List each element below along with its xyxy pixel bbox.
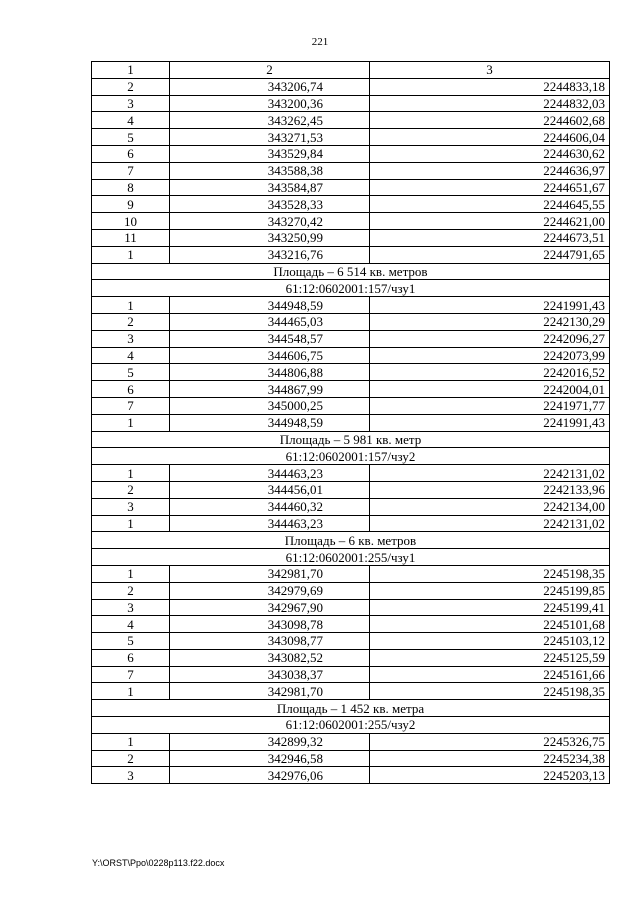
x-coordinate-cell: 343584,87	[170, 179, 370, 196]
y-coordinate-cell: 2242133,96	[370, 481, 610, 498]
y-coordinate-cell: 2245125,59	[370, 649, 610, 666]
section-row	[92, 431, 610, 448]
point-number-cell: 7	[92, 162, 170, 179]
point-number-cell: 4	[92, 112, 170, 129]
y-coordinate-cell: 2244602,68	[370, 112, 610, 129]
x-coordinate-cell: 343250,99	[170, 229, 370, 246]
y-coordinate-cell: 2242131,02	[370, 465, 610, 482]
y-coordinate-cell: 2244621,00	[370, 213, 610, 230]
x-coordinate-cell: 343200,36	[170, 95, 370, 112]
y-coordinate-cell: 2245161,66	[370, 666, 610, 683]
x-coordinate-cell: 345000,25	[170, 397, 370, 414]
y-coordinate-cell: 2242130,29	[370, 313, 610, 330]
table-row	[92, 196, 610, 213]
point-number-cell: 2	[92, 78, 170, 95]
y-coordinate-cell: 2242131,02	[370, 515, 610, 532]
point-number-cell: 1	[92, 565, 170, 582]
point-number-cell: 1	[92, 515, 170, 532]
x-coordinate-cell: 344463,23	[170, 465, 370, 482]
table-row	[92, 162, 610, 179]
y-coordinate-cell: 2242004,01	[370, 381, 610, 398]
x-coordinate-cell: 342899,32	[170, 733, 370, 750]
table-row	[92, 649, 610, 666]
point-number-cell: 1	[92, 297, 170, 314]
table-row	[92, 381, 610, 398]
section-row	[92, 717, 610, 734]
point-number-cell: 1	[92, 683, 170, 700]
point-number-cell: 6	[92, 649, 170, 666]
section-label: Площадь – 6 кв. метров	[92, 532, 610, 549]
x-coordinate-cell: 343588,38	[170, 162, 370, 179]
table-row	[92, 465, 610, 482]
x-coordinate-cell: 343038,37	[170, 666, 370, 683]
section-row	[92, 700, 610, 717]
y-coordinate-cell: 2245199,41	[370, 599, 610, 616]
coordinates-table	[91, 61, 610, 784]
y-coordinate-cell: 2245326,75	[370, 733, 610, 750]
section-label: Площадь – 6 514 кв. метров	[92, 263, 610, 280]
section-label: 61:12:0602001:255/чзу2	[92, 717, 610, 734]
point-number-cell: 4	[92, 616, 170, 633]
section-row	[92, 549, 610, 566]
x-coordinate-cell: 344465,03	[170, 313, 370, 330]
table-row	[92, 582, 610, 599]
table-row	[92, 213, 610, 230]
y-coordinate-cell: 2244606,04	[370, 129, 610, 146]
y-coordinate-cell: 2244636,97	[370, 162, 610, 179]
table-row	[92, 179, 610, 196]
point-number-cell: 1	[92, 246, 170, 263]
point-number-cell: 3	[92, 95, 170, 112]
point-number-cell: 3	[92, 767, 170, 784]
point-number-cell: 3	[92, 498, 170, 515]
point-number-cell: 2	[92, 313, 170, 330]
table-row	[92, 246, 610, 263]
y-coordinate-cell: 2244833,18	[370, 78, 610, 95]
table-row	[92, 733, 610, 750]
x-coordinate-cell: 343262,45	[170, 112, 370, 129]
x-coordinate-cell: 343528,33	[170, 196, 370, 213]
y-coordinate-cell: 2242134,00	[370, 498, 610, 515]
footer-file-path: Y:\ORST\Ppo\0228p113.f22.docx	[92, 858, 225, 868]
section-row	[92, 448, 610, 465]
point-number-cell: 2	[92, 582, 170, 599]
table-row	[92, 599, 610, 616]
table-row	[92, 616, 610, 633]
table-row	[92, 347, 610, 364]
table-row	[92, 683, 610, 700]
table-row	[92, 297, 610, 314]
point-number-cell: 6	[92, 381, 170, 398]
x-coordinate-cell: 344948,59	[170, 297, 370, 314]
x-coordinate-cell: 344460,32	[170, 498, 370, 515]
section-label: Площадь – 5 981 кв. метр	[92, 431, 610, 448]
x-coordinate-cell: 342981,70	[170, 683, 370, 700]
point-number-cell: 11	[92, 229, 170, 246]
x-coordinate-cell: 342979,69	[170, 582, 370, 599]
point-number-cell: 7	[92, 666, 170, 683]
y-coordinate-cell: 2245203,13	[370, 767, 610, 784]
point-number-cell: 3	[92, 599, 170, 616]
x-coordinate-cell: 344463,23	[170, 515, 370, 532]
point-number-cell: 1	[92, 733, 170, 750]
y-coordinate-cell: 2244832,03	[370, 95, 610, 112]
y-coordinate-cell: 2242016,52	[370, 364, 610, 381]
table-row	[92, 750, 610, 767]
x-coordinate-cell: 343270,42	[170, 213, 370, 230]
table-row	[92, 145, 610, 162]
x-coordinate-cell: 343206,74	[170, 78, 370, 95]
table-row	[92, 129, 610, 146]
x-coordinate-cell: 343098,77	[170, 633, 370, 650]
y-coordinate-cell: 2244791,65	[370, 246, 610, 263]
table-header-row	[92, 62, 610, 79]
y-coordinate-cell: 2245101,68	[370, 616, 610, 633]
y-coordinate-cell: 2245199,85	[370, 582, 610, 599]
y-coordinate-cell: 2242073,99	[370, 347, 610, 364]
table-row	[92, 666, 610, 683]
point-number-cell: 3	[92, 330, 170, 347]
table-row	[92, 633, 610, 650]
point-number-cell: 5	[92, 364, 170, 381]
point-number-cell: 2	[92, 481, 170, 498]
x-coordinate-cell: 343082,52	[170, 649, 370, 666]
point-number-cell: 1	[92, 465, 170, 482]
y-coordinate-cell: 2245234,38	[370, 750, 610, 767]
table-row	[92, 515, 610, 532]
x-coordinate-cell: 342946,58	[170, 750, 370, 767]
y-coordinate-cell: 2245198,35	[370, 683, 610, 700]
point-number-cell: 8	[92, 179, 170, 196]
table-row	[92, 330, 610, 347]
y-coordinate-cell: 2245198,35	[370, 565, 610, 582]
table-row	[92, 313, 610, 330]
section-row	[92, 263, 610, 280]
point-number-cell: 9	[92, 196, 170, 213]
x-coordinate-cell: 344948,59	[170, 414, 370, 431]
point-number-cell: 4	[92, 347, 170, 364]
y-coordinate-cell: 2241991,43	[370, 414, 610, 431]
x-coordinate-cell: 343098,78	[170, 616, 370, 633]
header-cell-3: 3	[370, 62, 610, 79]
table-row	[92, 112, 610, 129]
table-row	[92, 229, 610, 246]
point-number-cell: 6	[92, 145, 170, 162]
x-coordinate-cell: 344806,88	[170, 364, 370, 381]
point-number-cell: 10	[92, 213, 170, 230]
table-row	[92, 565, 610, 582]
section-label: Площадь – 1 452 кв. метра	[92, 700, 610, 717]
y-coordinate-cell: 2244651,67	[370, 179, 610, 196]
y-coordinate-cell: 2241991,43	[370, 297, 610, 314]
x-coordinate-cell: 342976,06	[170, 767, 370, 784]
y-coordinate-cell: 2242096,27	[370, 330, 610, 347]
section-row	[92, 280, 610, 297]
header-cell-2: 2	[170, 62, 370, 79]
x-coordinate-cell: 344867,99	[170, 381, 370, 398]
x-coordinate-cell: 343216,76	[170, 246, 370, 263]
x-coordinate-cell: 344548,57	[170, 330, 370, 347]
y-coordinate-cell: 2244630,62	[370, 145, 610, 162]
section-label: 61:12:0602001:157/чзу1	[92, 280, 610, 297]
x-coordinate-cell: 342981,70	[170, 565, 370, 582]
point-number-cell: 2	[92, 750, 170, 767]
point-number-cell: 5	[92, 633, 170, 650]
point-number-cell: 5	[92, 129, 170, 146]
section-label: 61:12:0602001:157/чзу2	[92, 448, 610, 465]
x-coordinate-cell: 342967,90	[170, 599, 370, 616]
table-row	[92, 414, 610, 431]
point-number-cell: 1	[92, 414, 170, 431]
table-row	[92, 767, 610, 784]
point-number-cell: 7	[92, 397, 170, 414]
x-coordinate-cell: 343271,53	[170, 129, 370, 146]
y-coordinate-cell: 2244673,51	[370, 229, 610, 246]
y-coordinate-cell: 2244645,55	[370, 196, 610, 213]
table-row	[92, 397, 610, 414]
header-cell-1: 1	[92, 62, 170, 79]
x-coordinate-cell: 343529,84	[170, 145, 370, 162]
table-row	[92, 95, 610, 112]
x-coordinate-cell: 344606,75	[170, 347, 370, 364]
section-label: 61:12:0602001:255/чзу1	[92, 549, 610, 566]
page-number: 221	[311, 36, 329, 48]
table-row	[92, 481, 610, 498]
table-row	[92, 78, 610, 95]
table-body	[92, 62, 610, 784]
y-coordinate-cell: 2241971,77	[370, 397, 610, 414]
x-coordinate-cell: 344456,01	[170, 481, 370, 498]
section-row	[92, 532, 610, 549]
y-coordinate-cell: 2245103,12	[370, 633, 610, 650]
table-row	[92, 498, 610, 515]
table-row	[92, 364, 610, 381]
